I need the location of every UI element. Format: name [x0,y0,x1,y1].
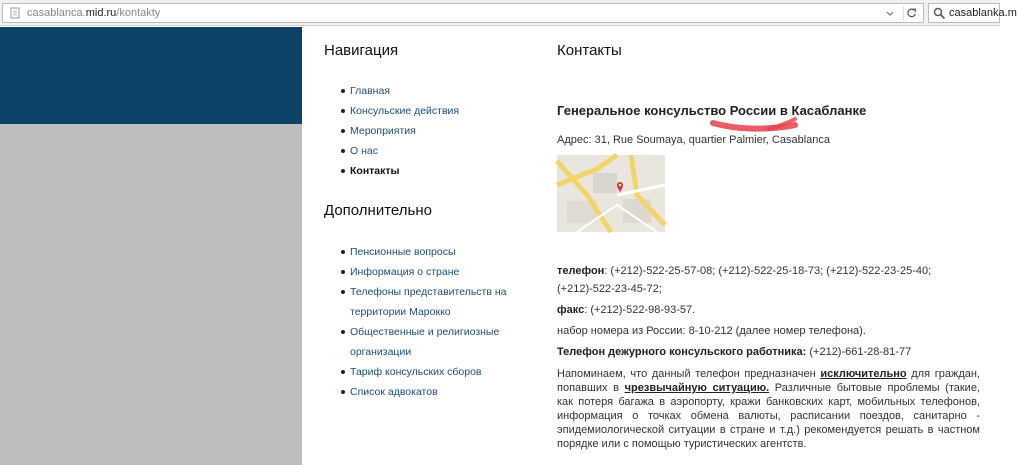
url-path: /kontakty [116,7,161,19]
extra-item-country-info[interactable]: Информация о стране [324,262,524,282]
map-thumbnail[interactable] [557,155,665,232]
notice-emphasis-1: исключительно [820,368,907,380]
extra-item-organizations-cont[interactable]: организации [350,346,412,358]
nav-list [324,81,524,181]
notice-part-1: Напоминаем, что данный телефон предназначен [557,368,821,380]
duty-phone [557,346,980,358]
main-content [557,42,980,451]
url-text[interactable] [27,7,160,19]
phone-label: телефон [557,265,605,277]
dial-instructions: набор номера из России: 8-10-212 (далее номер телефона). [557,325,866,337]
consulate-heading [557,103,980,118]
navigation-block [324,42,524,181]
extra-title: Дополнительно [324,202,432,219]
extra-list [324,242,524,402]
notice-emphasis-2: чрезвычайную ситуацию. [624,382,770,394]
search-value: casablanka.m [949,7,1017,19]
nav-item-contacts[interactable]: Контакты [324,161,524,181]
extra-item-fees[interactable]: Тариф консульских сборов [324,362,524,382]
phone-numbers [557,262,980,298]
notice-part-2: для граждан, попавших в [557,368,980,394]
fax-number [557,304,980,316]
notice-text [557,367,980,451]
consulate-name: Генеральное консульство России в Касабланке [557,103,867,118]
fax-label: факс [557,304,585,316]
search-input[interactable] [928,3,1017,23]
address-text: Адрес: 31, Rue Soumaya, quartier Palmier, Casablanca [557,134,831,146]
phone-value: : (+212)-522-25-57-08; (+212)-522-25-18-73; (+212)-522-23-25-40; (+212)-522-23-45-72; [557,265,932,295]
duty-value: (+212)-661-28-81-77 [806,346,912,358]
address-bar[interactable] [2,3,924,23]
nav-item-about[interactable]: О нас [324,141,524,161]
url-prefix: casablanca. [27,7,86,19]
highlight-stroke [709,111,799,137]
nav-item-events[interactable]: Мероприятия [324,121,524,141]
duty-label: Телефон дежурного консульского работника: [557,346,807,358]
nav-item-consular-actions[interactable]: Консульские действия [324,101,524,121]
side-panel [0,124,302,465]
page-icon [9,7,21,19]
nav-title: Навигация [324,42,399,59]
notice-part-3: Различные бытовые проблемы (такие, как потеря багажа в аэропорту, кражи банковских карт, мобильных телефонов, информация о точках обмена валюты, расписании поездов, санитарно - эпидемиологической ситуации в стране и т.д.) рекомендуется решать в частном порядке или с помощью туристических агентств. [557,382,980,450]
extra-item-lawyers[interactable]: Список адвокатов [324,382,524,402]
browser-toolbar [0,0,1017,26]
extra-item-phones-cont[interactable]: территории Марокко [350,306,451,318]
chevron-down-icon[interactable] [883,6,897,20]
extra-item-pensions[interactable]: Пенсионные вопросы [324,242,524,262]
search-icon [933,7,946,20]
url-host: mid.ru [85,7,117,19]
nav-item-home[interactable]: Главная [324,81,524,101]
additional-block [324,202,524,402]
fax-value: : (+212)-522-98-93-57. [584,304,696,316]
extra-item-organizations[interactable]: Общественные и религиозные [324,322,524,342]
extra-item-phones[interactable]: Телефоны представительств на [324,282,524,302]
page-title: Контакты [557,42,622,59]
reload-icon[interactable] [903,6,919,20]
header-banner [0,27,302,124]
